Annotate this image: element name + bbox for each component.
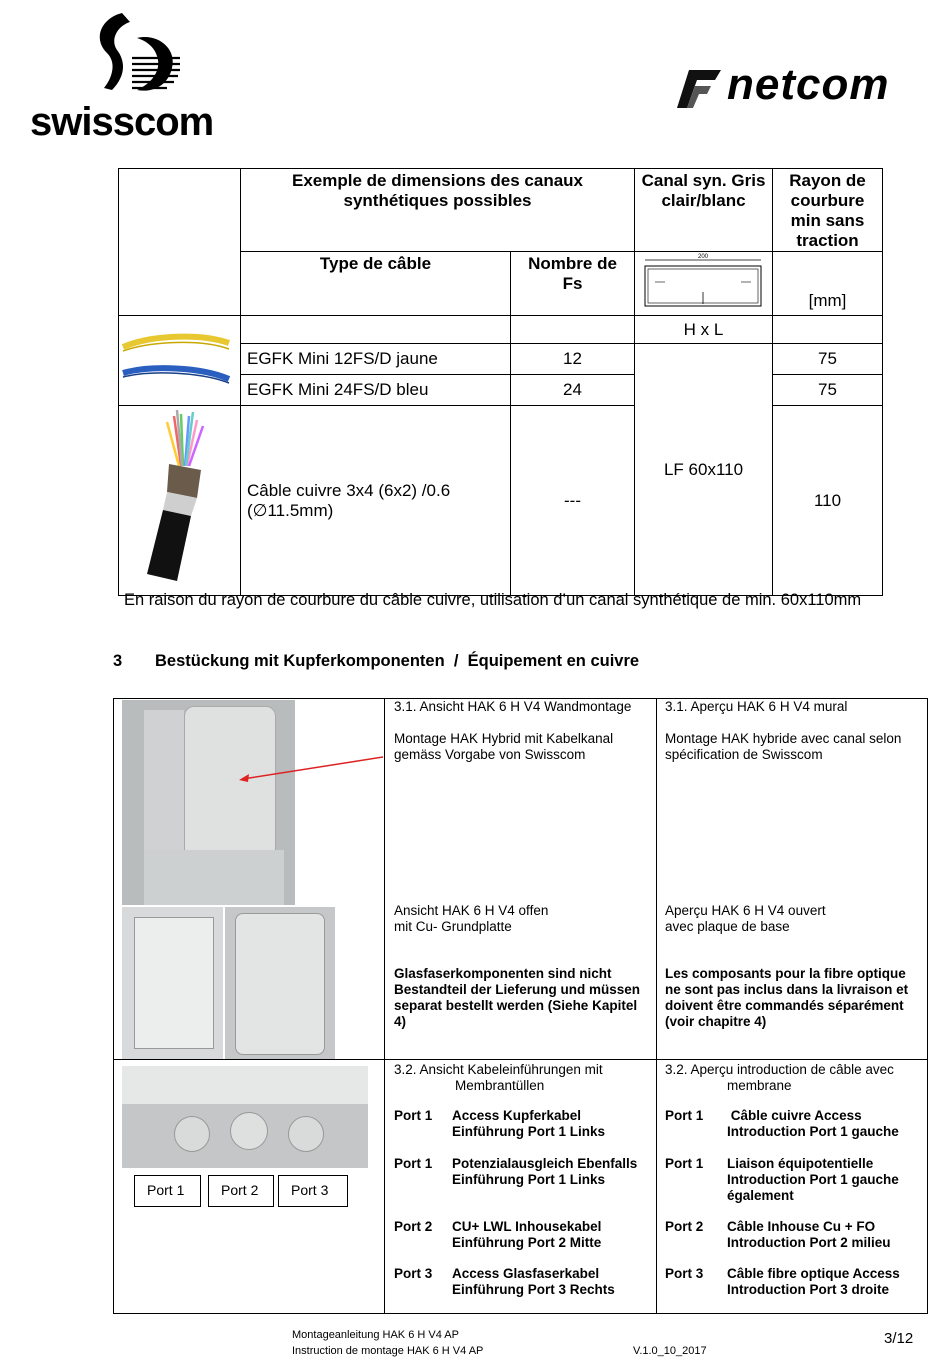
svg-text:200: 200 [698, 254, 709, 260]
port-de-text: CU+ LWL Inhousekabel Einführung Port 2 Mitte [452, 1219, 602, 1250]
empty-cell [773, 316, 883, 344]
port-de-label: Port 2 [394, 1219, 433, 1234]
swisscom-logo-icon [82, 8, 192, 103]
header-rayon: Rayon de courbure min sans traction [773, 169, 883, 252]
netcom-logo [675, 60, 915, 110]
port-fr-text: Câble cuivre Access Introduction Port 1 gauche [727, 1108, 899, 1139]
port-fr-label: Port 2 [665, 1219, 704, 1234]
header-main: Exemple de dimensions des canaux synthétiques possibles [241, 169, 635, 252]
divider [656, 699, 657, 1313]
r1-fr-note: Les composants pour la fibre optique ne sont pas inclus dans la livraison et doivent être commandés séparément (voir chapitre 4) [665, 966, 909, 1029]
note-text: En raison du rayon de courbure du câble cuivre, utilisation d’un canal synthétique de min. 60x110mm [124, 591, 862, 609]
r1-fr-title: 3.1. Aperçu HAK 6 H V4 mural [665, 699, 848, 714]
divider [384, 699, 385, 1313]
hak-open-image [122, 907, 223, 1059]
empty-cell [119, 252, 241, 316]
hak-closed-image [225, 907, 335, 1059]
port-fr-label: Port 1 [665, 1108, 704, 1123]
bend-radius: 75 [773, 375, 883, 406]
page-number: 3/12 [884, 1330, 914, 1347]
port-fr-text: Câble Inhouse Cu + FO Introduction Port 2 milieu [727, 1219, 891, 1250]
cable-fibre-count: --- [511, 406, 635, 596]
port-de-label: Port 3 [394, 1266, 433, 1281]
port-label-1: Port 1 [134, 1175, 201, 1207]
r1-fr-open: Aperçu HAK 6 H V4 ouvert avec plaque de base [665, 903, 826, 934]
netcom-logo-text: netcom [727, 60, 890, 109]
r2-fr-title: 3.2. Aperçu introduction de câble avec [665, 1062, 894, 1077]
section-number: 3 [113, 652, 123, 670]
photo-header-cell [119, 169, 241, 252]
canal-diagram-cell [635, 252, 773, 316]
empty-cell [241, 316, 511, 344]
port-label-2: Port 2 [208, 1175, 274, 1207]
r2-de-title2: Membrantüllen [455, 1078, 545, 1093]
empty-cell [511, 316, 635, 344]
fiber-cable-photo-cell [119, 316, 241, 406]
swisscom-logo [30, 8, 220, 143]
canal-value [635, 344, 773, 596]
r1-de-title: 3.1. Ansicht HAK 6 H V4 Wandmontage [394, 699, 632, 714]
r1-fr-desc: Montage HAK hybride avec canal selon spécification de Swisscom [665, 731, 902, 762]
copper-cable-image [119, 406, 229, 590]
hak-wall-mount-image [122, 700, 295, 905]
footer-line2: Instruction de montage HAK 6 H V4 AP [292, 1345, 484, 1357]
divider [114, 1059, 927, 1060]
port-label-3: Port 3 [278, 1175, 348, 1207]
col-nombre-header: Nombre de Fs [511, 252, 635, 316]
cable-type: Câble cuivre 3x4 (6x2) /0.6 (∅11.5mm) [241, 406, 511, 596]
canal-cross-section-icon [635, 252, 771, 310]
cable-type: EGFK Mini 12FS/D jaune [241, 344, 511, 375]
port-de-text: Potenzialausgleich Ebenfalls Einführung Port 1 Links [452, 1156, 638, 1187]
r2-de-title: 3.2. Ansicht Kabeleinführungen mit [394, 1062, 603, 1077]
port-fr-label: Port 1 [665, 1156, 704, 1171]
port-de-label: Port 1 [394, 1156, 433, 1171]
cable-dimensions-table [118, 168, 883, 596]
bend-radius: 75 [773, 344, 883, 375]
footer-line1: Montageanleitung HAK 6 H V4 AP [292, 1329, 459, 1341]
cable-entries-image [122, 1066, 368, 1168]
port-fr-label: Port 3 [665, 1266, 704, 1281]
pointer-arrow-icon [235, 755, 385, 785]
port-de-text: Access Glasfaserkabel Einführung Port 3 Rechts [452, 1266, 615, 1297]
section-title: Bestückung mit Kupferkomponenten / Équipement en cuivre [155, 652, 640, 670]
col-type-header: Type de câble [241, 252, 511, 316]
r2-fr-title2: membrane [727, 1078, 792, 1093]
fiber-cables-image [121, 329, 231, 387]
swisscom-logo-text: swisscom [30, 100, 214, 144]
r1-de-desc: Montage HAK Hybrid mit Kabelkanal gemäss Vorgabe von Swisscom [394, 731, 614, 762]
cable-type: EGFK Mini 24FS/D bleu [241, 375, 511, 406]
footer-version: V.1.0_10_2017 [633, 1345, 707, 1357]
port-de-text: Access Kupferkabel Einführung Port 1 Links [452, 1108, 606, 1139]
r1-de-open: Ansicht HAK 6 H V4 offen mit Cu- Grundplatte [394, 903, 549, 934]
cable-fibre-count: 24 [511, 375, 635, 406]
unit-mm: [mm] [773, 252, 883, 316]
hxl-label: H x L [635, 316, 773, 344]
bend-radius: 110 [773, 406, 883, 596]
port-fr-text: Câble fibre optique Access Introduction Port 3 droite [727, 1266, 900, 1297]
port-fr-text: Liaison équipotentielle Introduction Port 1 gauche également [727, 1156, 899, 1203]
r1-de-note: Glasfaserkomponenten sind nicht Bestandteil der Lieferung und müssen separat bestellt werden (Siehe Kapitel 4) [394, 966, 641, 1029]
copper-cable-photo-cell [119, 406, 241, 596]
header-canal: Canal syn. Gris clair/blanc [635, 169, 773, 252]
netcom-swoosh-icon [675, 68, 723, 110]
canal-value-text: LF 60x110 [663, 459, 744, 479]
cable-fibre-count: 12 [511, 344, 635, 375]
port-de-label: Port 1 [394, 1108, 433, 1123]
